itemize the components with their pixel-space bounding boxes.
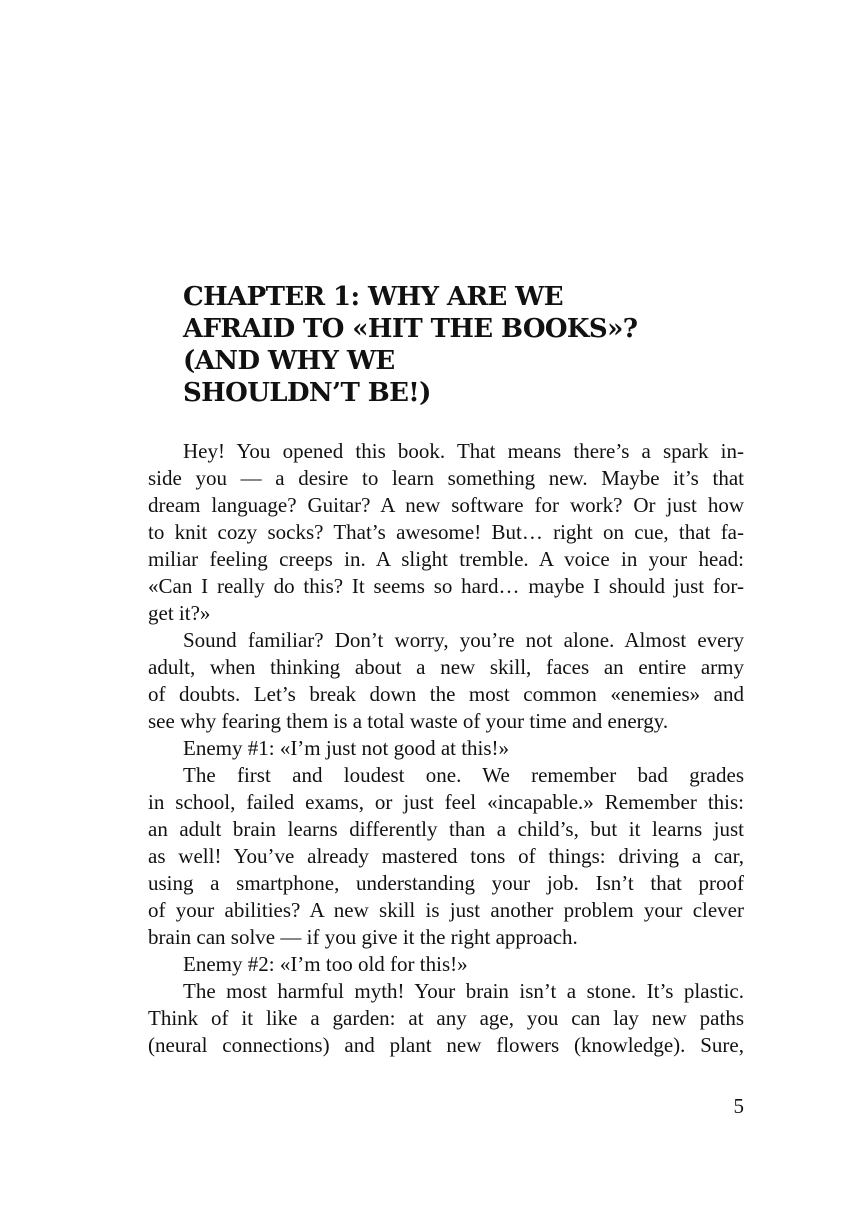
text-line: to knit cozy socks? That’s awesome! But… right on cue, that fa- <box>148 520 744 544</box>
text-line: side you — a desire to learn something new. Maybe it’s that <box>148 466 744 490</box>
text-line: miliar feeling creeps in. A slight tremble. A voice in your head: <box>148 547 744 571</box>
text-line: an adult brain learns differently than a child’s, but it learns just <box>148 817 744 841</box>
text-line: Hey! You opened this book. That means there’s a spark in- <box>183 439 744 463</box>
text-line: in school, failed exams, or just feel «incapable.» Remember this: <box>148 790 744 814</box>
chapter-title-line: AFRAID TO «HIT THE BOOKS»? <box>183 314 638 344</box>
text-line: (neural connections) and plant new flowers (knowledge). Sure, <box>148 1033 744 1057</box>
text-line: see why fearing them is a total waste of your time and energy. <box>148 709 669 733</box>
paragraph <box>148 438 744 627</box>
page-number: 5 <box>733 1094 744 1118</box>
text-line: dream language? Guitar? A new software for work? Or just how <box>148 493 744 517</box>
text-line: of your abilities? A new skill is just another problem your clever <box>148 898 744 922</box>
paragraph <box>148 978 744 1059</box>
chapter-title-line: (AND WHY WE <box>183 346 395 376</box>
text-line: Sound familiar? Don’t worry, you’re not alone. Almost every <box>183 628 744 652</box>
text-line: Enemy #2: «I’m too old for this!» <box>183 952 468 976</box>
text-line: The first and loudest one. We remember bad grades <box>183 763 744 787</box>
paragraph <box>148 762 744 951</box>
text-line: of doubts. Let’s break down the most common «enemies» and <box>148 682 744 706</box>
body-text <box>148 438 744 1059</box>
text-line: Think of it like a garden: at any age, you can lay new paths <box>148 1006 744 1030</box>
chapter-title-line: CHAPTER 1: WHY ARE WE <box>183 282 563 312</box>
paragraph <box>148 951 744 978</box>
text-line: adult, when thinking about a new skill, faces an entire army <box>148 655 744 679</box>
text-line: Enemy #1: «I’m just not good at this!» <box>183 736 510 760</box>
text-line: brain can solve — if you give it the right approach. <box>148 925 578 949</box>
paragraph <box>148 735 744 762</box>
text-line: as well! You’ve already mastered tons of things: driving a car, <box>148 844 744 868</box>
text-line: using a smartphone, understanding your job. Isn’t that proof <box>148 871 744 895</box>
chapter-title <box>183 281 683 409</box>
chapter-title-line: SHOULDN’T BE!) <box>183 378 431 408</box>
paragraph <box>148 627 744 735</box>
text-line: «Can I really do this? It seems so hard… maybe I should just for- <box>148 574 744 598</box>
text-line: The most harmful myth! Your brain isn’t a stone. It’s plastic. <box>183 979 744 1003</box>
text-line: get it?» <box>148 601 211 625</box>
